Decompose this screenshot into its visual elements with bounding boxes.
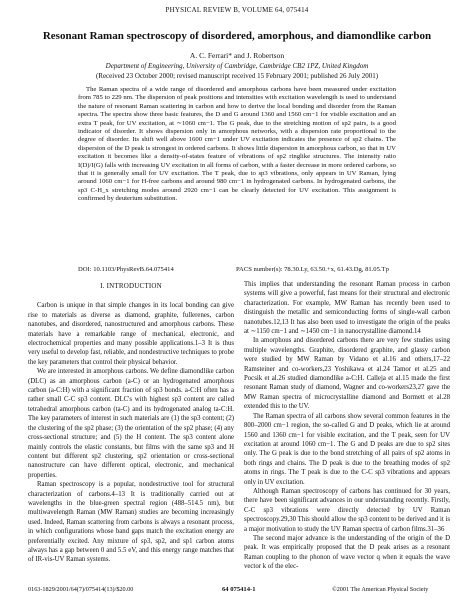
footer-issn: 0163-1829/2001/64(7)/075414(13)/$20.00: [28, 586, 134, 593]
intro-paragraph: We are interested in amorphous carbons. We define diamondlike carbon (DLC) as an amorphous carbon (a-C) or an hydrogenated amorphous carbon (a-C:H) with a significant fraction of sp3 bonds. a-C:H often has a rather small C-C sp3 content. DLC's with highest sp3 content are called tetrahedral amorphous carbon (ta-C) and its hydrogenated analog ta-C:H. The key parameters of interest in such materials are (1) the sp3 content; (2) the clustering of the sp2 phase; (3) the orientation of the sp2 phase; (4) any cross-sectional structure; and (5) the H content. The sp3 content alone mainly controls the elastic constants, but films with the same sp3 and H content but different sp2 clustering, sp2 orientation or cross-sectional nanostructure can have different optical, electronic, and mechanical properties.: [28, 368, 234, 479]
body-paragraph: Although Raman spectroscopy of carbons has continued for 30 years, there have been significant advances in our understanding recently. Firstly, C-C sp3 vibrations were directly detected by UV Raman spectroscopy.29,30 This should allow the sp3 content to be derived and it is a major motivation to study the UV Raman spectra of carbon films.31–36: [244, 487, 450, 533]
right-column: [244, 280, 450, 572]
section-heading-introduction: I. INTRODUCTION: [100, 282, 162, 290]
intro-paragraph: Carbon is unique in that simple changes in its local bonding can give rise to materials as diverse as diamond, graphite, fullerenes, carbon nanotubes, and disordered, nanostructured and amorphous carbons. These materials have a remarkable range of mechanical, electronic, and electrochemical properties and many possible applications.1–3 It is thus very useful to develop fast, reliable, and nondestructive techniques to probe the key parameters that control their physical behavior.: [28, 302, 234, 366]
paper-title: Resonant Raman spectroscopy of disordered, amorphous, and diamondlike carbon: [42, 30, 432, 42]
doi-link[interactable]: DOI: 10.1103/PhysRevB.64.075414: [78, 266, 174, 273]
publication-dates: (Received 23 October 2000; revised manuscript received 15 February 2001; published 26 July 2001): [95, 72, 379, 80]
body-paragraph: The Raman spectra of all carbons show several common features in the 800–2000 cm−1 region, the so-called G and D peaks, which lie at around 1560 and 1360 cm−1 for visible excitation, and the T peak, seen for UV excitation at around 1060 cm−1. The G and D peaks are due to sp2 sites only. The G peak is due to the bond stretching of all pairs of sp2 atoms in both rings and chains. The D peak is due to the breathing modes of sp2 atoms in rings. The T peak is due to the C-C sp3 vibrations and appears only in UV excitation.: [244, 412, 450, 486]
journal-header: PHYSICAL REVIEW B, VOLUME 64, 075414: [165, 6, 309, 14]
pacs-numbers: PACS number(s): 78.30.Ly, 63.50.+x, 61.43.Dg, 81.05.Tp: [236, 266, 389, 273]
author-list: A. C. Ferrari* and J. Robertson: [189, 51, 285, 60]
body-paragraph: In amorphous and disordered carbons there are very few studies using multiple wavelengths. Graphite, disordered graphite, and glassy carbon were studied by MW Raman by Vidano et al.16 and others,17–22 Ramsteiner and co-workers,23 Yoshikawa et al.24 Tamor et al.25 and Pocsik et al.26 studied diamondlike a-C:H. Calleja et al.15 made the first resonant Raman study of diamond, Wagner and co-workers23,27 gave the MW Raman spectra of microcrystalline diamond and Bormett et al.28 extended this to the UV.: [244, 337, 450, 411]
body-paragraph: The second major advance is the understanding of the origin of the D peak. It was empirically proposed that the D peak arises as a resonant Raman coupling to the phonon of wave vector q when it equals the wave vector k of the elec-: [244, 534, 450, 571]
intro-paragraph: Raman spectroscopy is a popular, nondestructive tool for structural characterization of carbons.4–13 It is traditionally carried out at wavelengths in the blue-green spectral region (488–514.5 nm), but multiwavelength Raman (MW Raman) studies are becoming increasingly used. Indeed, Raman scattering from carbons is always a resonant process, in which configurations whose band gaps match the excitation energy are preferentially excited. Any mixture of sp3, sp2, and sp1 carbon atoms always has a gap between 0 and 5.5 eV, and this energy range matches that of IR-vis-UV Raman systems.: [28, 481, 234, 564]
abstract: The Raman spectra of a wide range of disordered and amorphous carbons have been measured under excitation from 785 to 229 nm. The dispersion of peak positions and intensities with excitation wavelength is used to understand the nature of resonant Raman scattering in carbon and how to derive the local bonding and disorder from the Raman spectra. The spectra show three basic features, the D and G around 1360 and 1560 cm−1 for visible excitation and an extra T peak, for UV excitation, at ∼1060 cm−1. The G peak, due to the stretching motion of sp2 pairs, is a good indicator of disorder. It shows dispersion only in amorphous networks, with a dispersion rate proportional to the degree of disorder. Its shift well above 1600 cm−1 under UV excitation indicates the presence of sp2 chains. The dispersion of the D peak is strongest in ordered carbons. It shows little dispersion in amorphous carbon, so that in UV excitation it becomes like a density-of-states feature of vibrations of sp2 ringlike structures. The intensity ratio I(D)/I(G) falls with increasing UV excitation in all forms of carbon, with a faster decrease in more ordered carbons, so that it is generally small for UV excitation. The T peak, due to sp3 vibrations, only appears in UV Raman, lying around 1060 cm−1 for H-free carbons and around 980 cm−1 in hydrogenated carbons. In hydrogenated carbons, the sp3 C-H_x stretching modes around 2920 cm−1 can be clearly detected for UV excitation. This assignment is confirmed by deuterium substitution.: [78, 86, 396, 203]
affiliation: Department of Engineering, University of Cambridge, Cambridge CB2 1PZ, United Kingdom: [105, 62, 369, 70]
footer-copyright: ©2001 The American Physical Society: [332, 586, 429, 593]
body-paragraph: This implies that understanding the resonant Raman process in carbon systems will give a powerful, fast means for their structural and electronic characterization. For example, MW Raman has recently been used to distinguish the metallic and semiconducting forms of single-wall carbon nanotubes.12,13 It has also been used to investigate the origin of the peaks at ∼1150 cm−1 and ∼1450 cm−1 in nanocrystalline diamond.14: [244, 281, 450, 336]
left-column: [28, 280, 234, 565]
footer-page-number: 64 075414-1: [222, 586, 256, 593]
